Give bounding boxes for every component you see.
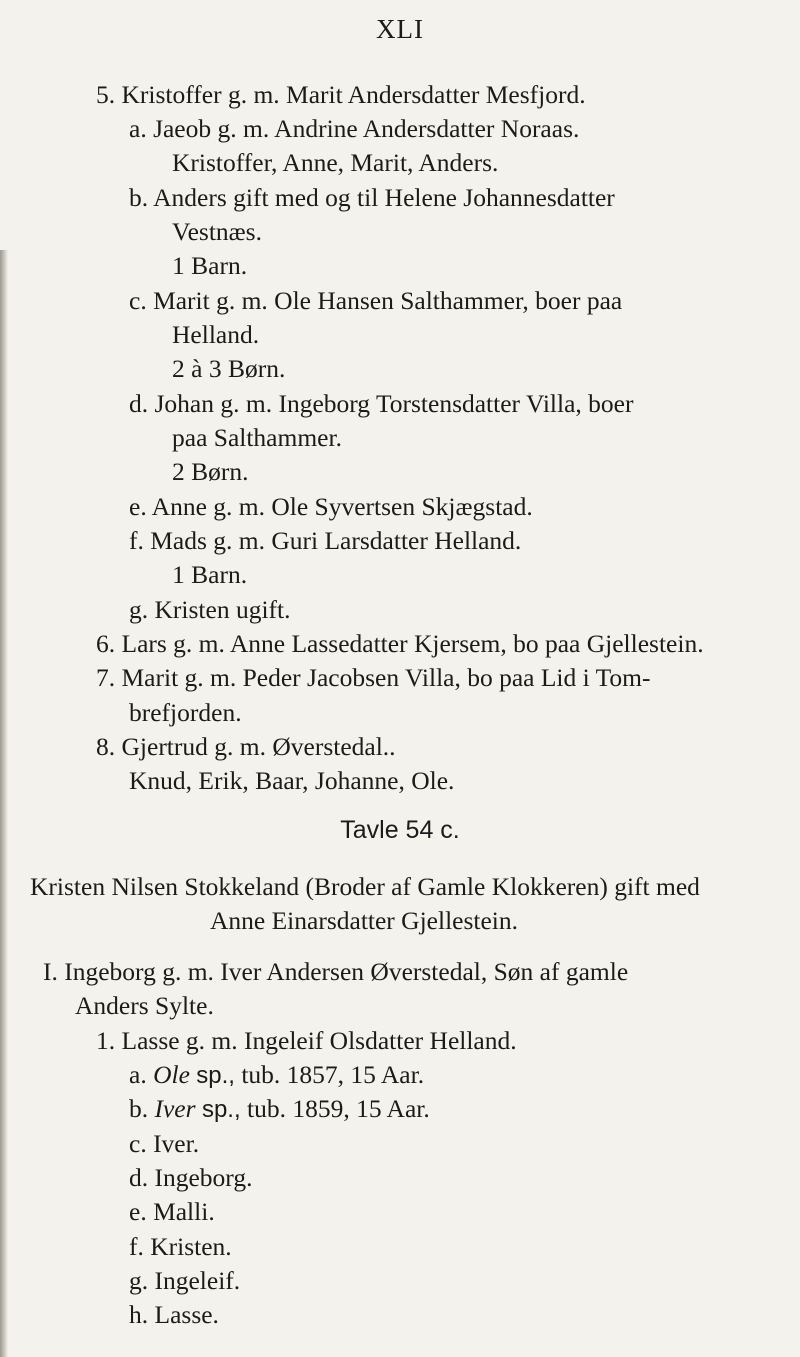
section-title: Tavle 54 c. xyxy=(340,816,460,844)
entry-I-cont: Anders Sylte. xyxy=(75,991,214,1020)
entry-8: 8. Gjertrud g. m. Øverstedal.. xyxy=(96,732,396,761)
child-a xyxy=(129,1060,424,1091)
child-h: h. Lasse. xyxy=(129,1300,219,1329)
entry-5c: c. Marit g. m. Ole Hansen Salthammer, boer paa xyxy=(129,286,623,315)
child-b xyxy=(129,1094,430,1125)
family-head-cont: Anne Einarsdatter Gjellestein. xyxy=(210,906,519,935)
book-spine-shadow xyxy=(0,250,8,1357)
entry-5b xyxy=(129,183,764,213)
entry-7-cont: brefjorden. xyxy=(129,698,242,727)
child-a-rest: tub. 1857, 15 Aar. xyxy=(241,1060,425,1089)
child-a-note: sp., xyxy=(196,1062,235,1089)
entry-5d-cont: paa Salthammer. xyxy=(172,423,342,452)
entry-5b-cont: Vestnæs. xyxy=(172,217,262,246)
entry-5g: g. Kristen ugift. xyxy=(129,595,291,624)
entry-I-1: 1. Lasse g. m. Ingeleif Olsdatter Helland. xyxy=(96,1026,517,1055)
entry-5d: d. Johan g. m. Ingeborg Torstensdatter Villa, boer xyxy=(129,389,634,418)
entry-5a-children: Kristoffer, Anne, Marit, Anders. xyxy=(172,148,499,177)
child-f: f. Kristen. xyxy=(129,1232,232,1261)
child-b-rest: tub. 1859, 15 Aar. xyxy=(247,1094,430,1123)
entry-5f-children: 1 Barn. xyxy=(172,560,248,589)
entry-5a: a. Jaeob g. m. Andrine Andersdatter Noraas. xyxy=(129,114,580,143)
entry-5c-children: 2 à 3 Børn. xyxy=(172,354,286,383)
child-e: e. Malli. xyxy=(129,1197,215,1226)
entry-5b-children: 1 Barn. xyxy=(172,251,248,280)
child-g: g. Ingeleif. xyxy=(129,1266,241,1295)
child-b-label: b. xyxy=(129,1094,149,1123)
child-a-label: a. xyxy=(129,1060,147,1089)
family-head: Kristen Nilsen Stokkeland (Broder af Gamle Klokkeren) gift med xyxy=(30,872,700,901)
child-b-note: sp., xyxy=(201,1096,241,1123)
child-c: c. Iver. xyxy=(129,1129,200,1158)
entry-I: I. Ingeborg g. m. Iver Andersen Øverstedal, Søn af gamle xyxy=(43,957,629,986)
entry-6: 6. Lars g. m. Anne Lassedatter Kjersem, bo paa Gjellestein. xyxy=(96,629,704,658)
entry-5c-cont: Helland. xyxy=(172,320,260,349)
child-a-name: Ole xyxy=(153,1060,190,1089)
entry-5: 5. Kristoffer g. m. Marit Andersdatter Mesfjord. xyxy=(96,80,586,109)
child-b-name: Iver xyxy=(154,1094,196,1123)
entry-5d-children: 2 Børn. xyxy=(172,457,249,486)
entry-5b-text: b. Anders gift med og til Helene Johannesdatter xyxy=(129,183,615,212)
entry-5e: e. Anne g. m. Ole Syvertsen Skjægstad. xyxy=(129,492,533,521)
child-d: d. Ingeborg. xyxy=(129,1163,253,1192)
entry-5f: f. Mads g. m. Guri Larsdatter Helland. xyxy=(129,526,522,555)
entry-7: 7. Marit g. m. Peder Jacobsen Villa, bo paa Lid i Tom- xyxy=(96,663,651,692)
entry-8-children: Knud, Erik, Baar, Johanne, Ole. xyxy=(129,766,455,795)
page-number: XLI xyxy=(376,14,424,44)
